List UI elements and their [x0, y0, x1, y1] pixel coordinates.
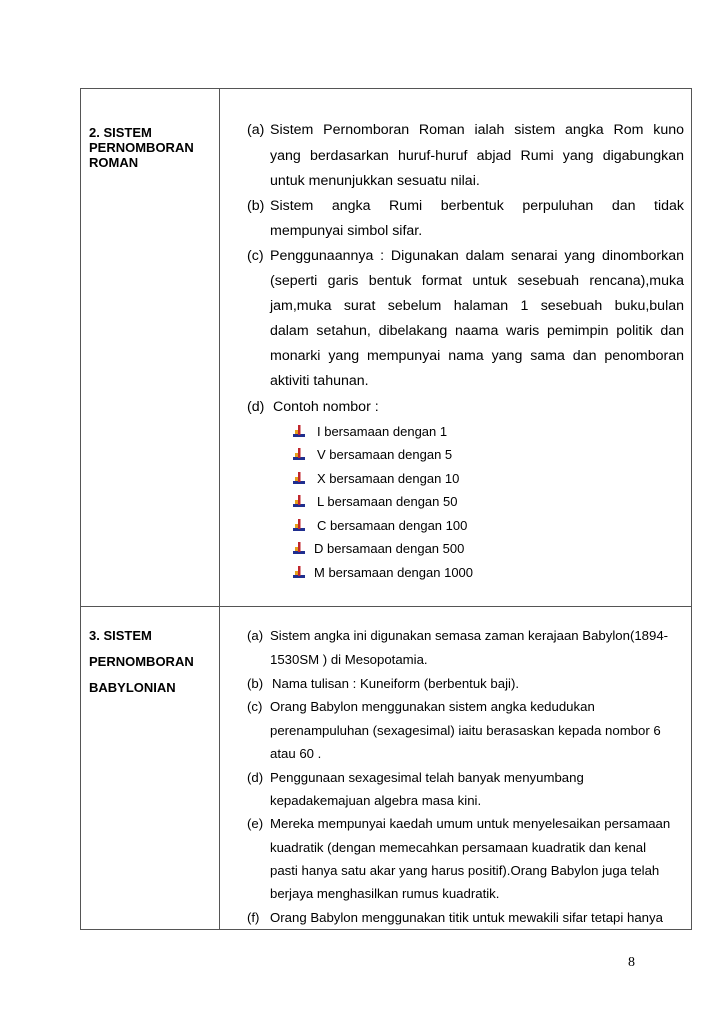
example-label: I bersamaan dengan 1 — [317, 424, 448, 439]
paragraph-line: Sistem angka ini digunakan semasa zaman kerajaan Babylon(1894- — [270, 628, 669, 643]
item-marker: (c) — [247, 248, 264, 264]
item-marker: (a) — [247, 122, 265, 138]
paragraph-line: Sistem Pernomboran Roman ialah sistem angka Rom kuno — [270, 122, 684, 138]
paragraph-line: untuk menunjukkan sesuatu nilai. — [270, 173, 480, 189]
item-marker: (f) — [247, 910, 260, 925]
paragraph-line: pasti hanya satu akar yang harus positif).Orang Babylon juga telah — [270, 863, 660, 878]
paragraph-line: Nama tulisan : Kuneiform (berbentuk baji). — [272, 676, 520, 691]
row-title-roman: 2. SISTEM PERNOMBORAN ROMAN — [89, 125, 194, 170]
bullet-icon — [291, 446, 307, 462]
paragraph-line: Orang Babylon menggunakan sistem angka kedudukan — [270, 699, 595, 714]
item-marker: (e) — [247, 816, 264, 831]
example-label: M bersamaan dengan 1000 — [314, 565, 474, 580]
paragraph-line: mempunyai simbol sifar. — [270, 223, 423, 239]
paragraph-line: (seperti garis bentuk format untuk sesebuah rencana),muka — [270, 273, 684, 289]
paragraph-line: Penggunaannya : Digunakan dalam senarai yang dinomborkan — [270, 248, 684, 264]
page-number: 8 — [628, 955, 635, 970]
example-label: C bersamaan dengan 100 — [317, 518, 468, 533]
paragraph-line: atau 60 . — [270, 746, 322, 761]
paragraph-line: aktiviti tahunan. — [270, 373, 369, 389]
paragraph-line: kepadakemajuan algebra masa kini. — [270, 793, 482, 808]
bullet-icon — [291, 564, 307, 580]
item-marker: (d) — [247, 770, 264, 785]
paragraph-line: yang berdasarkan huruf-huruf abjad Rumi yang digabungkan — [270, 148, 684, 164]
paragraph-line: berjaya menghasilkan rumus kuadratik. — [270, 886, 500, 901]
item-marker: (b) — [247, 676, 264, 691]
example-label: L bersamaan dengan 50 — [317, 494, 458, 509]
bullet-icon — [291, 470, 307, 486]
paragraph-line: jam,muka surat sebelum halaman 1 sesebuah buku,bulan — [270, 298, 684, 314]
paragraph-line: Penggunaan sexagesimal telah banyak menyumbang — [270, 770, 584, 785]
paragraph-line: Mereka mempunyai kaedah umum untuk menyelesaikan persamaan — [270, 816, 671, 831]
bullet-icon — [291, 423, 307, 439]
paragraph-line: 1530SM ) di Mesopotamia. — [270, 652, 428, 667]
paragraph-line: monarki yang mempunyai nama yang sama dan penomboran — [270, 348, 684, 364]
paragraph-line: perenampuluhan (sexagesimal) iaitu berasaskan kepada nombor 6 — [270, 723, 661, 738]
example-label: V bersamaan dengan 5 — [317, 447, 453, 462]
row-divider — [81, 606, 691, 607]
item-marker: (d) — [247, 399, 265, 415]
column-divider — [219, 89, 220, 929]
bullet-icon — [291, 540, 307, 556]
item-marker: (a) — [247, 628, 264, 643]
paragraph-line: Sistem angka Rumi berbentuk perpuluhan dan tidak — [270, 198, 684, 214]
row-title-babylonian: 3. SISTEM PERNOMBORAN BABYLONIAN — [89, 628, 194, 695]
bullet-icon — [291, 493, 307, 509]
example-label: X bersamaan dengan 10 — [317, 471, 460, 486]
item-marker: (b) — [247, 198, 265, 214]
example-label: D bersamaan dengan 500 — [314, 541, 465, 556]
paragraph-line: Orang Babylon menggunakan titik untuk mewakili sifar tetapi hanya — [270, 910, 663, 925]
paragraph-line: dalam setahun, dibelakang naama waris pemimpin politik dan — [270, 323, 684, 339]
item-marker: (c) — [247, 699, 263, 714]
paragraph-line: kuadratik (dengan memecahkan persamaan kuadratik dan kenal — [270, 840, 647, 855]
bullet-icon — [291, 517, 307, 533]
paragraph-line: Contoh nombor : — [273, 399, 379, 415]
